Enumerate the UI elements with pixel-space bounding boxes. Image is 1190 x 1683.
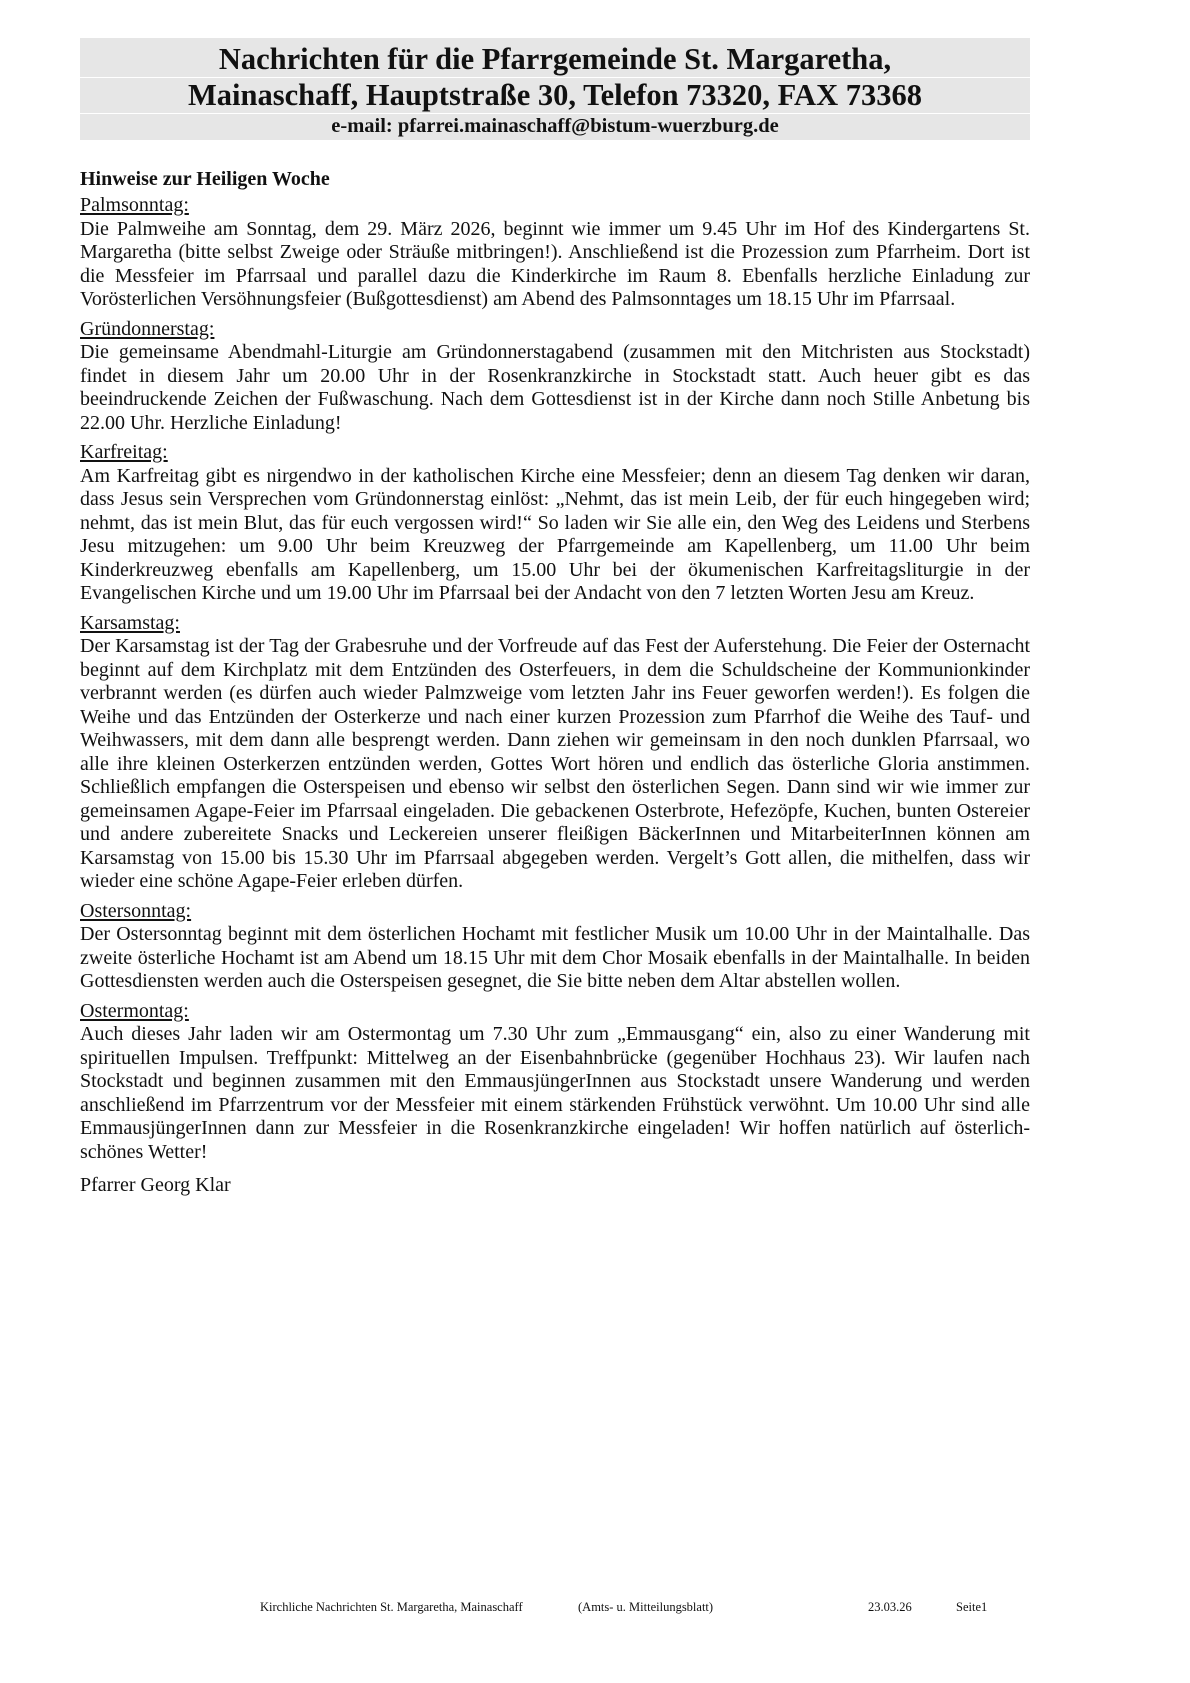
section-karfreitag xyxy=(80,441,1030,606)
signature: Pfarrer Georg Klar xyxy=(80,1174,231,1196)
footer-title: Kirchliche Nachrichten St. Margaretha, Mainaschaff xyxy=(260,1600,523,1614)
section-heading: Karfreitag: xyxy=(80,441,168,463)
section-body: Die Palmweihe am Sonntag, dem 29. März 2026, beginnt wie immer um 9.45 Uhr im Hof des Kindergartens St. Margaretha (bitte selbst Zweige oder Sträuße mitbringen!). Anschließend ist die Prozession zum Pfarrheim. Dort ist die Messfeier im Pfarrsaal und parallel dazu die Kinderkirche im Raum 8. Ebenfalls herzliche Einladung zur Vorösterlichen Versöhnungsfeier (Bußgottesdienst) am Abend des Palmsonntages um 18.15 Uhr im Pfarrsaal. xyxy=(80,217,1030,310)
section-heading: Gründonnerstag: xyxy=(80,317,215,340)
section-heading: Ostersonntag: xyxy=(80,899,192,922)
section-body: Der Ostersonntag beginnt mit dem österlichen Hochamt mit festlicher Musik um 10.00 Uhr in der Maintalhalle. Das zweite österliche Hochamt ist am Abend um 18.15 Uhr mit dem Chor Mosaik ebenfalls in der Maintalhalle. In beiden Gottesdiensten werden auch die Osterspeisen gesegnet, die Sie bitte neben dem Altar abstellen wollen. xyxy=(80,923,1030,992)
section-heading: Karsamstag: xyxy=(80,611,180,634)
section-ostermontag xyxy=(80,1000,1030,1165)
masthead-address: Mainaschaff, Hauptstraße 30, Telefon 73320, FAX 73368 xyxy=(188,78,922,112)
section-palmsonntag xyxy=(80,194,1030,312)
section-body: Der Karsamstag ist der Tag der Grabesruhe und der Vorfreude auf das Fest der Auferstehung. Die Feier der Osternacht beginnt auf dem Kirchplatz mit dem Entzünden des Osterfeuers, in dem die Schuldscheine der Kommunionkinder verbrannt werden (es dürfen auch wieder Palmzweige vom letzten Jahr ins Feuer geworfen werden!). Es folgen die Weihe und das Entzünden der Osterkerze und nach einer kurzen Prozession zum Pfarrhof die Weihe des Tauf- und Weihwassers, mit dem dann alle besprengt werden. Dann ziehen wir gemeinsam in den noch dunklen Pfarrsaal, wo alle ihre kleinen Osterkerzen entzünden werden, Gottes Wort hören und endlich das österliche Gloria anstimmen. Schließlich empfangen die Osterspeisen und ebenso wir selbst den österlichen Segen. Dann sind wir wie immer zur gemeinsamen Agape-Feier im Pfarrsaal eingeladen. Die gebackenen Osterbrote, Hefezöpfe, Kuchen, bunten Ostereier und andere zubereitete Snacks und Leckereien unserer fleißigen BäckerInnen und MitarbeiterInnen können am Karsamstag von 15.00 bis 15.30 Uhr im Pfarrsaal abgegeben werden. Vergelt’s Gott allen, die mithelfen, dass wir wieder eine schöne Agape-Feier erleben dürfen. xyxy=(80,635,1030,892)
page-footer xyxy=(260,1599,987,1615)
section-body: Am Karfreitag gibt es nirgendwo in der katholischen Kirche eine Messfeier; denn an diesem Tag denken wir daran, dass Jesus sein Versprechen vom Gründonnerstag einlöst: „Nehmt, das ist mein Leib, der für euch hingegeben wird; nehmt, das ist mein Blut, das für euch vergossen wird!“ So laden wir Sie alle ein, den Weg des Leidens und Sterbens Jesu mitzugehen: um 9.00 Uhr beim Kreuzweg der Pfarrgemeinde am Kapellenberg, um 11.00 Uhr beim Kinderkreuzweg ebenfalls am Kapellenberg, um 15.00 Uhr bei der ökumenischen Karfreitagsliturgie in der Evangelischen Kirche und um 19.00 Uhr im Pfarrsaal bei der Andacht von den 7 letzten Worten Jesu am Kreuz. xyxy=(80,464,1030,604)
masthead-title: Nachrichten für die Pfarrgemeinde St. Margaretha, xyxy=(80,42,1030,78)
section-heading: Palmsonntag: xyxy=(80,194,189,216)
section-heading: Ostermontag: xyxy=(80,999,189,1022)
footer-page-number: Seite1 xyxy=(956,1600,988,1614)
masthead xyxy=(80,38,1030,140)
section-title: Hinweise zur Heiligen Woche xyxy=(80,168,330,190)
document-page xyxy=(80,38,1030,1198)
section-body: Die gemeinsame Abendmahl-Liturgie am Gründonnerstagabend (zusammen mit den Mitchristen aus Stockstadt) findet in diesem Jahr um 20.00 Uhr in der Rosenkranzkirche in Stockstadt statt. Auch heuer gibt es das beeindruckende Zeichen der Fußwaschung. Nach dem Gottesdienst ist in der Kirche dann noch Stille Anbetung bis 22.00 Uhr. Herzliche Einladung! xyxy=(80,341,1030,434)
masthead-email: e-mail: pfarrei.mainaschaff@bistum-wuerzburg.de xyxy=(80,113,1030,138)
section-gruendonnerstag xyxy=(80,318,1030,436)
footer-date: 23.03.26 xyxy=(868,1600,912,1614)
section-karsamstag xyxy=(80,612,1030,894)
footer-subtitle: (Amts- u. Mitteilungsblatt) xyxy=(578,1600,714,1614)
section-body: Auch dieses Jahr laden wir am Ostermontag um 7.30 Uhr zum „Emmausgang“ ein, also zu einer Wanderung mit spirituellen Impulsen. Treffpunkt: Mittelweg an der Eisenbahnbrücke (gegenüber Hochhaus 23). Wir laufen nach Stockstadt und beginnen zusammen mit den EmmausjüngerInnen aus Stockstadt unsere Wanderung und werden anschließend im Pfarrzentrum vor der Messfeier mit einem stärkenden Frühstück verwöhnt. Um 10.00 Uhr sind alle EmmausjüngerInnen dann zur Messfeier in die Rosenkranzkirche eingeladen! Wir hoffen natürlich auf österlich-schönes Wetter! xyxy=(80,1023,1030,1163)
section-ostersonntag xyxy=(80,900,1030,994)
